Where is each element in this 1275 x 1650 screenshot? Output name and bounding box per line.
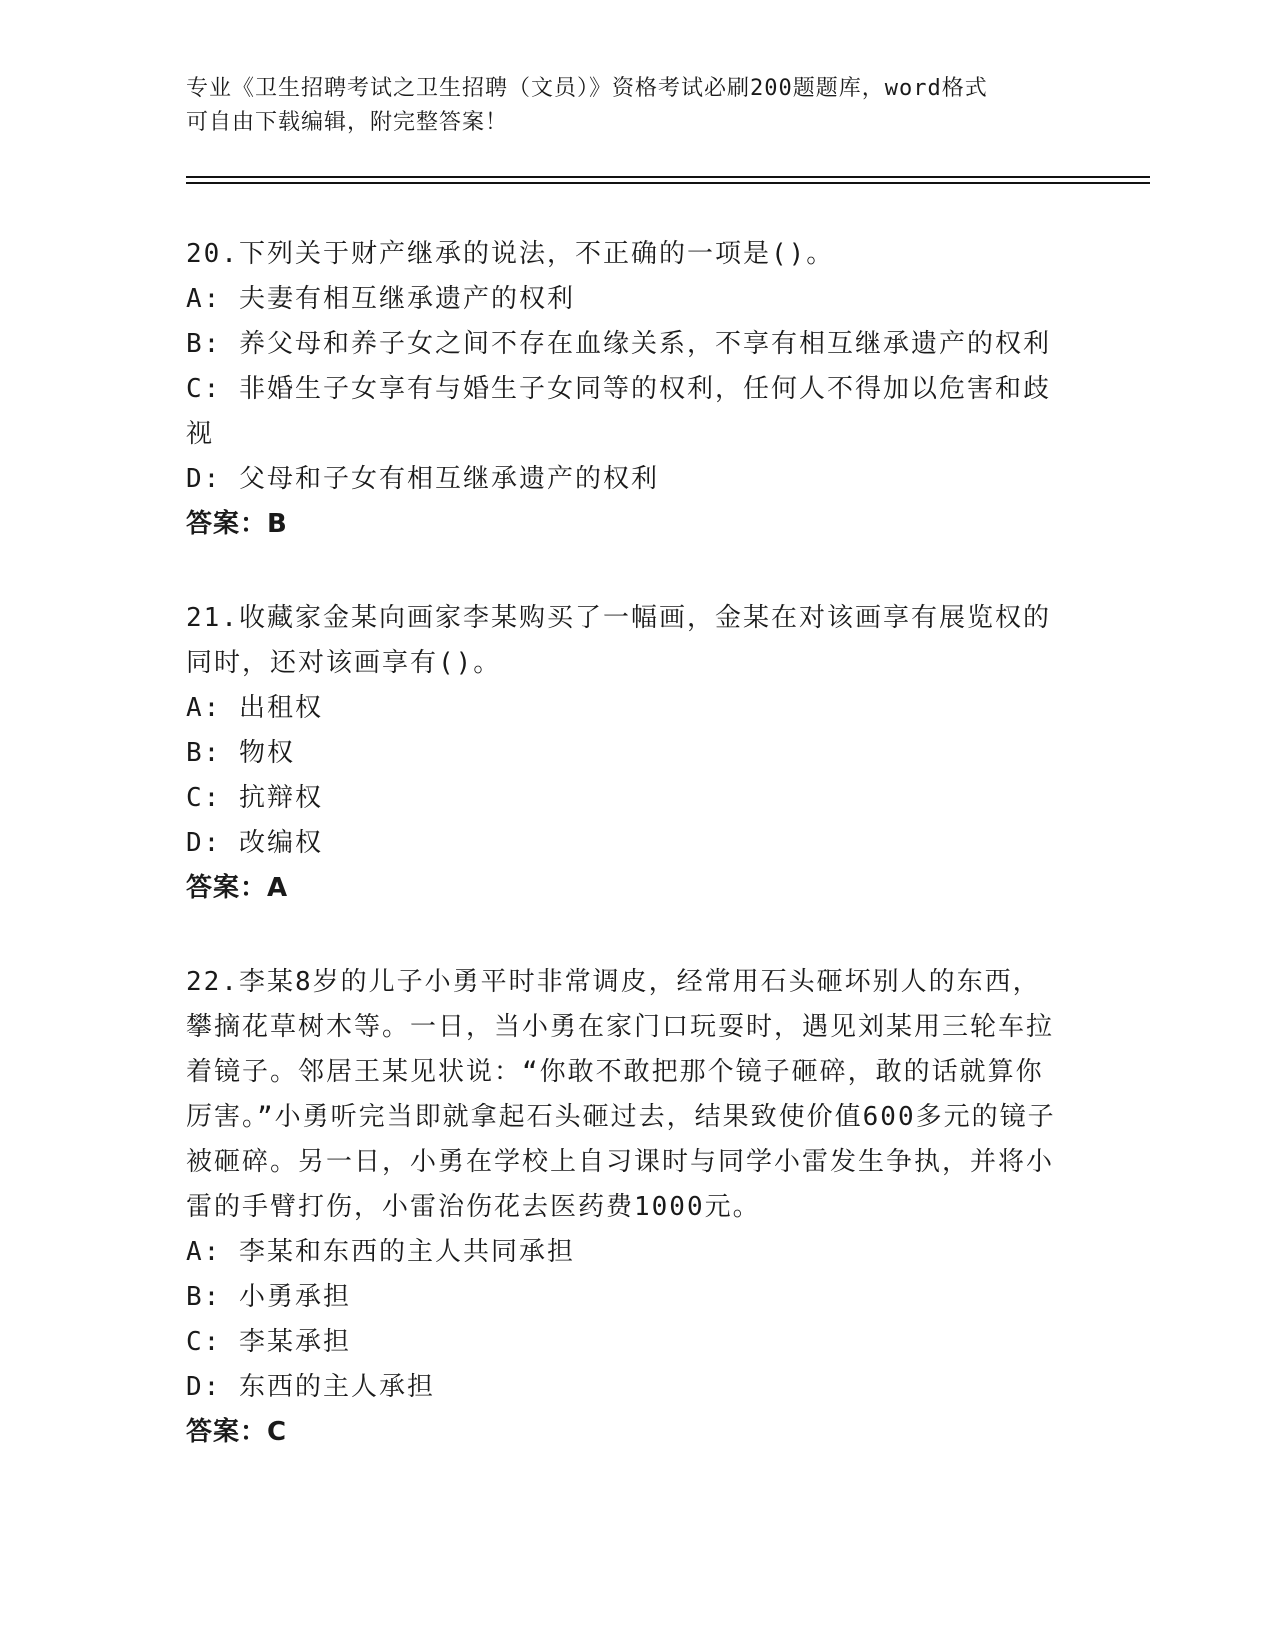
answer-label: 答案：C <box>186 1417 288 1447</box>
question-text: 21.收藏家金某向画家李某购买了一幅画，金某在对该画享有展览权的同时，还对该画享有()。 <box>186 603 1051 678</box>
option-d: D: 改编权 <box>186 828 323 858</box>
header-title-line1: 专业《卫生招聘考试之卫生招聘（文员）》资格考试必刷200题题库，word格式 <box>186 76 988 101</box>
option-c: C: 李某承担 <box>186 1327 351 1357</box>
option-d: D: 东西的主人承担 <box>186 1372 435 1402</box>
question-22 <box>186 960 1066 1455</box>
option-a: A: 夫妻有相互继承遗产的权利 <box>186 284 575 314</box>
question-text: 22.李某8岁的儿子小勇平时非常调皮，经常用石头砸坏别人的东西，攀摘花草树木等。一日，当小勇在家门口玩耍时，遇见刘某用三轮车拉着镜子。邻居王某见状说：“你敢不敢把那个镜子砸碎，敢的话就算你厉害。”小勇听完当即就拿起石头砸过去，结果致使价值600多元的镜子被砸碎。另一日，小勇在学校上自习课时与同学小雷发生争执，并将小雷的手臂打伤，小雷治伤花去医药费1000元。 <box>186 967 1056 1222</box>
option-c: C: 非婚生子女享有与婚生子女同等的权利，任何人不得加以危害和歧视 <box>186 374 1051 449</box>
option-d: D: 父母和子女有相互继承遗产的权利 <box>186 464 659 494</box>
option-b: B: 小勇承担 <box>186 1282 351 1312</box>
option-c: C: 抗辩权 <box>186 783 323 813</box>
header-divider-bottom <box>186 182 1150 184</box>
question-20 <box>186 232 1066 547</box>
header-divider-top <box>186 176 1150 178</box>
option-b: B: 物权 <box>186 738 295 768</box>
answer-label: 答案：B <box>186 509 288 539</box>
question-text: 20.下列关于财产继承的说法，不正确的一项是()。 <box>186 239 835 269</box>
question-21 <box>186 596 1066 911</box>
option-a: A: 李某和东西的主人共同承担 <box>186 1237 575 1267</box>
document-header <box>186 72 1066 140</box>
answer-label: 答案：A <box>186 873 289 903</box>
option-a: A: 出租权 <box>186 693 323 723</box>
option-b: B: 养父母和养子女之间不存在血缘关系，不享有相互继承遗产的权利 <box>186 329 1051 359</box>
header-title-line2: 可自由下载编辑，附完整答案！ <box>186 110 509 135</box>
